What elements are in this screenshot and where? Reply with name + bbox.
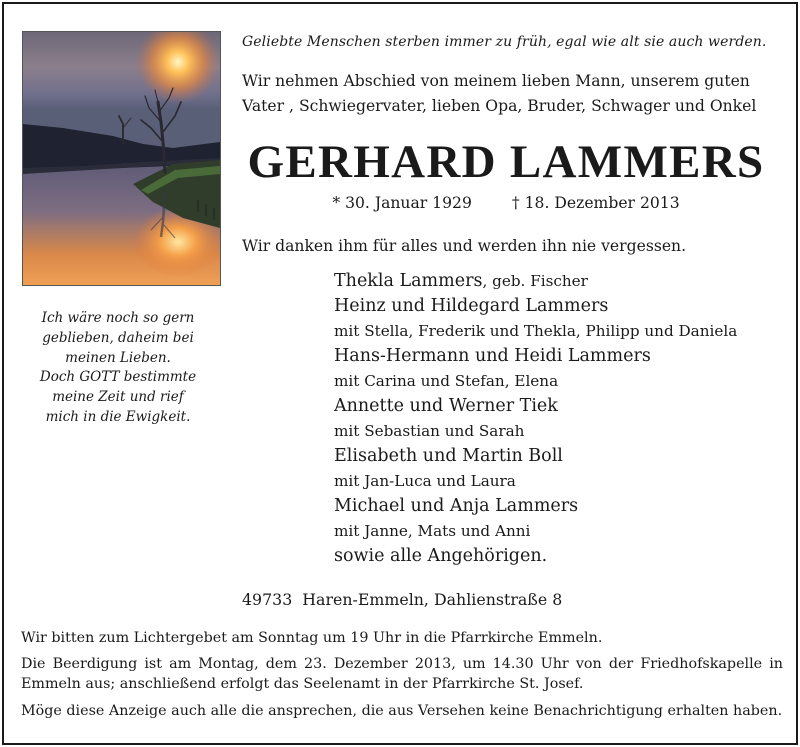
grandchildren-entry: mit Stella, Frederik und Thekla, Philipp und Daniela: [334, 322, 738, 340]
farewell-intro: [242, 69, 756, 119]
poem-line: meinen Lieben.: [65, 349, 171, 366]
poem-line: geblieben, daheim bei: [42, 329, 194, 346]
thanks-line: Wir danken ihm für alles und werden ihn nie vergessen.: [242, 237, 687, 255]
notification-notice: Möge diese Anzeige auch alle die ansprechen, die aus Versehen keine Benachrichtigung erhalten haben.: [21, 703, 783, 719]
intro-line: Vater , Schwiegervater, lieben Opa, Bruder, Schwager und Onkel: [242, 97, 757, 115]
street-address: Haren-Emmeln, Dahlienstraße 8: [302, 590, 563, 609]
poem-line: meine Zeit und rief: [52, 389, 184, 406]
mourner-name: Thekla Lammers: [334, 271, 483, 291]
obituary-notice: [2, 2, 798, 745]
opening-quote: Geliebte Menschen sterben immer zu früh, egal wie alt sie auch werden.: [242, 34, 767, 50]
relatives-entry: sowie alle Angehörigen.: [334, 546, 548, 566]
intro-line: Wir nehmen Abschied von meinem lieben Mann, unserem guten: [242, 72, 750, 90]
mourner-entry: Michael und Anja Lammers: [334, 496, 579, 516]
grandchildren-entry: mit Janne, Mats und Anni: [334, 522, 531, 540]
grandchildren-entry: mit Jan-Luca und Laura: [334, 472, 516, 490]
poem-line: Doch GOTT bestimmte: [39, 369, 197, 386]
mourner-entry: [334, 269, 784, 294]
prayer-notice: Wir bitten zum Lichtergebet am Sonntag um 19 Uhr in die Pfarrkirche Emmeln.: [21, 630, 603, 646]
sunset-landscape-image: [23, 32, 220, 285]
poem-line: Ich wäre noch so gern: [41, 310, 195, 326]
mourner-entry: Hans-Hermann und Heidi Lammers: [334, 346, 651, 366]
maiden-name: , geb. Fischer: [482, 272, 588, 290]
family-address: [242, 590, 562, 609]
grandchildren-entry: mit Carina und Stefan, Elena: [334, 372, 559, 390]
poem-line: mich in die Ewigkeit.: [45, 408, 191, 425]
mourner-entry: Elisabeth und Martin Boll: [334, 446, 563, 466]
grandchildren-entry: mit Sebastian und Sarah: [334, 422, 525, 440]
funeral-notice: Die Beerdigung ist am Montag, dem 23. Dezember 2013, um 14.30 Uhr von der Friedhofskapelle in Emmeln aus; anschließend erfolgt das Seelenamt in der Pfarrkirche St. Josef.: [21, 656, 783, 692]
mourner-entry: Heinz und Hildegard Lammers: [334, 296, 609, 316]
postal-code: 49733: [242, 590, 293, 609]
mourner-entry: Annette und Werner Tiek: [334, 396, 558, 416]
mourners-list: [334, 269, 784, 569]
birth-date: * 30. Januar 1929: [332, 194, 472, 212]
farewell-poem: [18, 309, 218, 428]
death-date: † 18. Dezember 2013: [511, 194, 680, 212]
life-dates: [242, 194, 770, 212]
sunset-river-photo: [22, 31, 221, 286]
deceased-name: GERHARD LAMMERS: [247, 136, 765, 188]
